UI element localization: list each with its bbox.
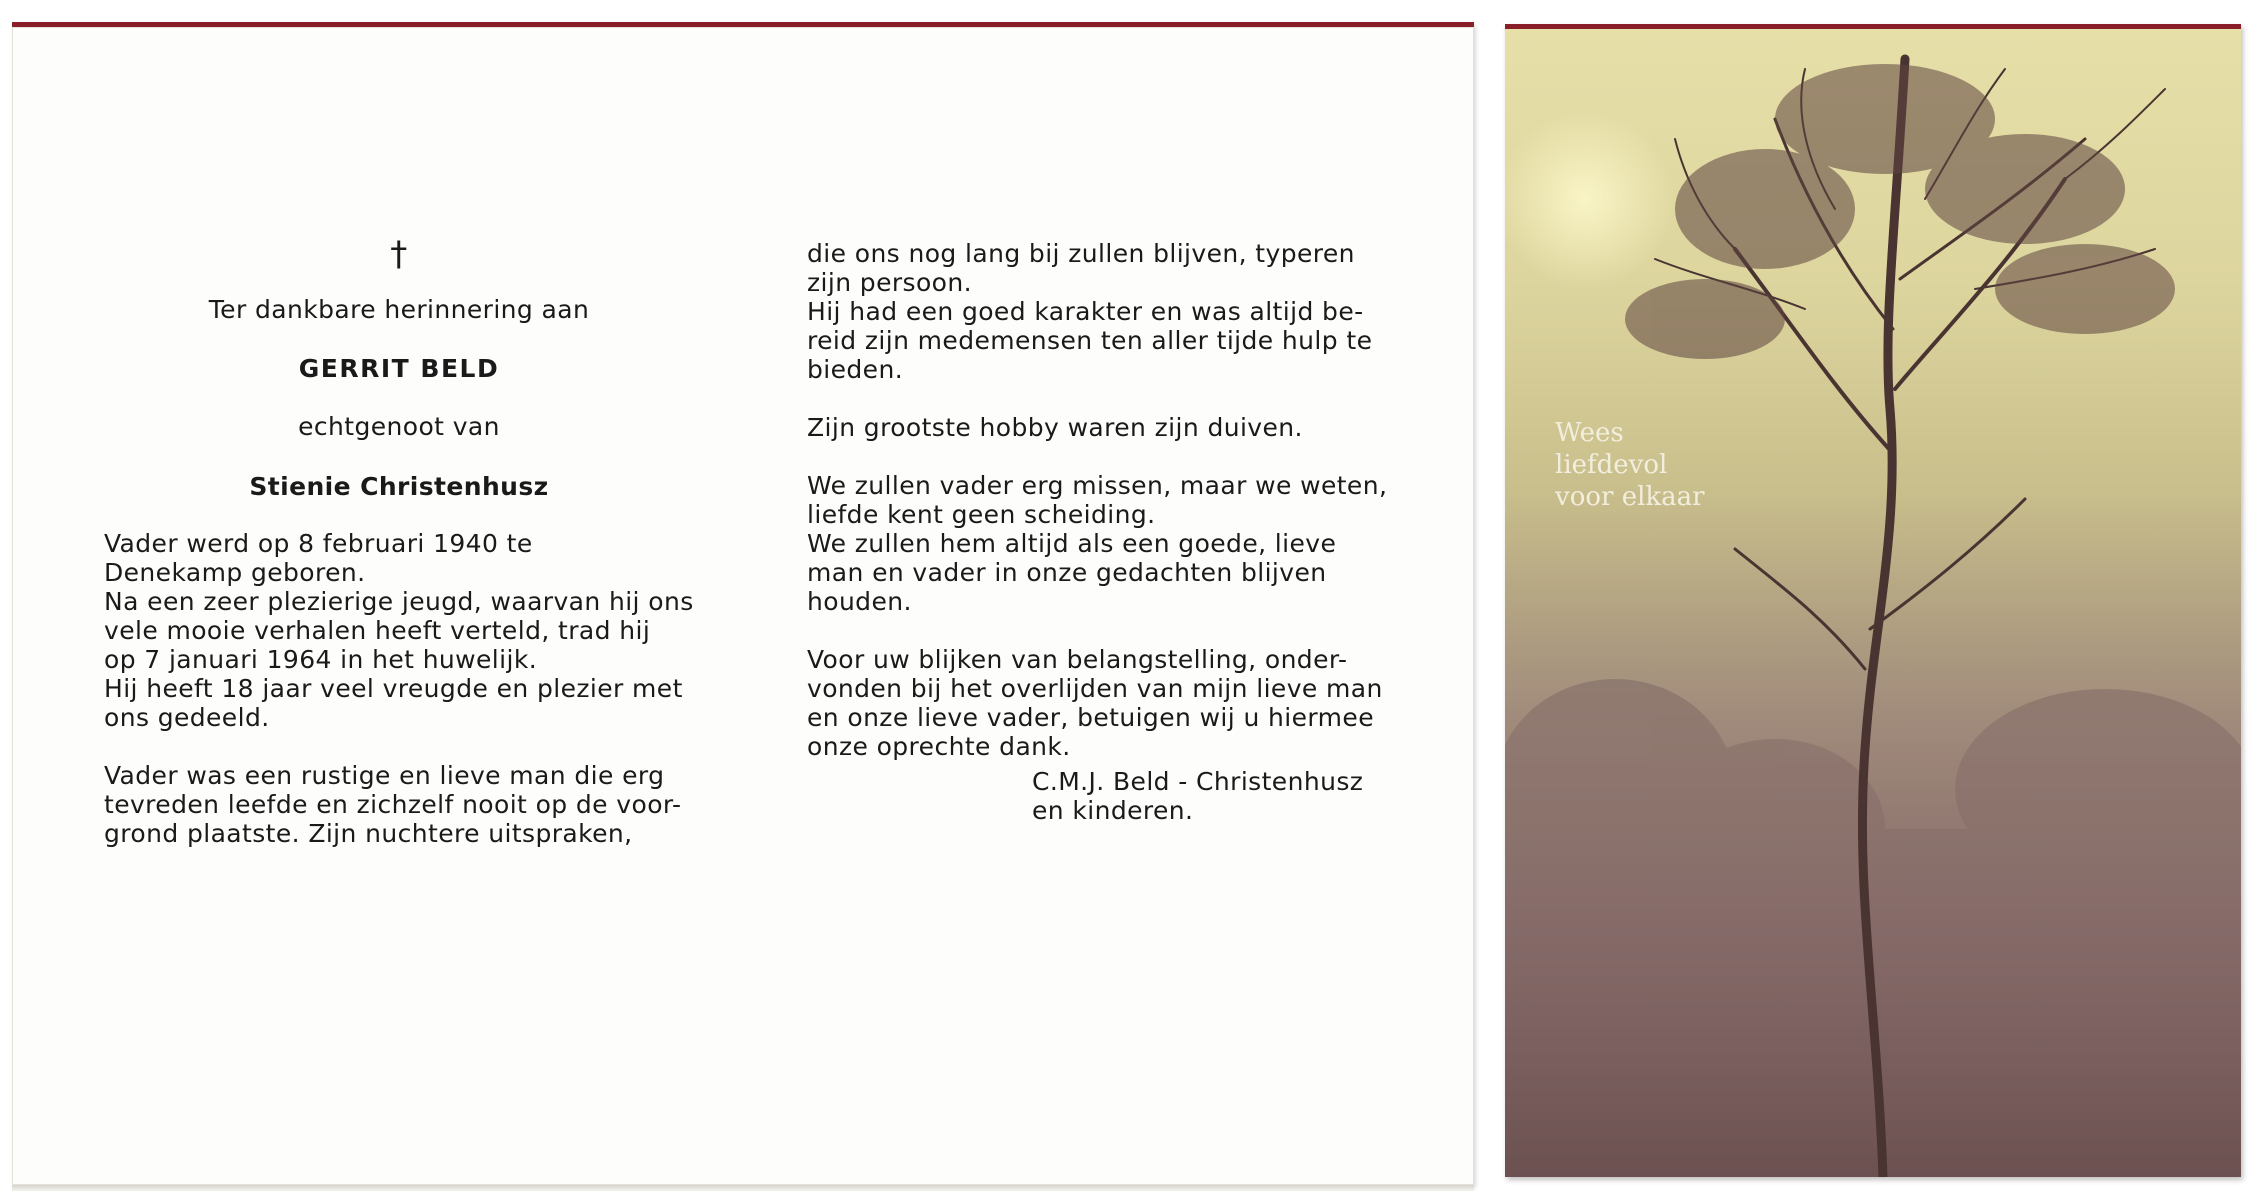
text-line: vonden bij het overlijden van mijn lieve man [807,674,1383,703]
text-line: zijn persoon. [807,268,972,297]
character-paragraph-continued [807,239,1397,384]
text-line: Zijn grootste hobby waren zijn duiven. [807,413,1303,442]
tree-photo [1505,29,2241,1177]
text-line: ons gedeeld. [104,703,270,732]
remembrance-paragraph [807,471,1397,616]
ground-mist [1505,629,2241,1177]
character-paragraph [104,761,694,848]
text-line: Na een zeer plezierige jeugd, waarvan hij ons [104,587,694,616]
signature-line: C.M.J. Beld - Christenhusz [1032,767,1364,796]
signature [1032,767,1397,825]
cross-symbol: † [390,234,408,274]
signature-line: en kinderen. [1032,796,1194,825]
text-line: Hij heeft 18 jaar veel vreugde en plezier met [104,674,683,703]
text-line: We zullen hem altijd als een goede, lieve [807,529,1337,558]
text-line: die ons nog lang bij zullen blijven, typeren [807,239,1355,268]
text-line: Vader was een rustige en lieve man die erg [104,761,665,790]
memorial-card-inside [12,22,1474,1185]
right-column [807,239,1397,825]
cover-verse-line: voor elkaar [1555,482,1705,512]
text-line: en onze lieve vader, betuigen wij u hiermee [807,703,1374,732]
spouse-name: Stienie Christenhusz [249,472,549,501]
cover-verse-line: liefdevol [1555,450,1668,480]
cover-verse-line: Wees [1555,418,1624,448]
text-line: We zullen vader erg missen, maar we weten, [807,471,1388,500]
sun-glow [1505,109,1675,289]
text-line: houden. [807,587,912,616]
text-line: tevreden leefde en zichzelf nooit op de voor- [104,790,682,819]
biography-paragraph [104,529,694,732]
text-line: vele mooie verhalen heeft verteld, trad hij [104,616,651,645]
text-line: Vader werd op 8 februari 1940 te [104,529,533,558]
text-line: op 7 januari 1964 in het huwelijk. [104,645,538,674]
text-line: Denekamp geboren. [104,558,366,587]
tree-canopy [1625,64,2175,359]
text-line: man en vader in onze gedachten blijven [807,558,1327,587]
memorial-card-cover [1505,24,2241,1177]
thanks-paragraph [807,645,1397,761]
text-line: Voor uw blijken van belangstelling, onder- [807,645,1348,674]
left-column [104,234,694,848]
hobby-paragraph [807,413,1397,442]
text-line: onze oprechte dank. [807,732,1071,761]
text-line: reid zijn medemensen ten aller tijde hulp te [807,326,1373,355]
deceased-name: GERRIT BELD [298,354,500,383]
spouse-intro: echtgenoot van [298,412,500,441]
text-line: bieden. [807,355,904,384]
text-line: Hij had een goed karakter en was altijd be- [807,297,1364,326]
text-line: liefde kent geen scheiding. [807,500,1156,529]
cover-verse [1555,417,1805,513]
memorial-intro: Ter dankbare herinnering aan [208,295,590,324]
text-line: grond plaatste. Zijn nuchtere uitspraken, [104,819,633,848]
